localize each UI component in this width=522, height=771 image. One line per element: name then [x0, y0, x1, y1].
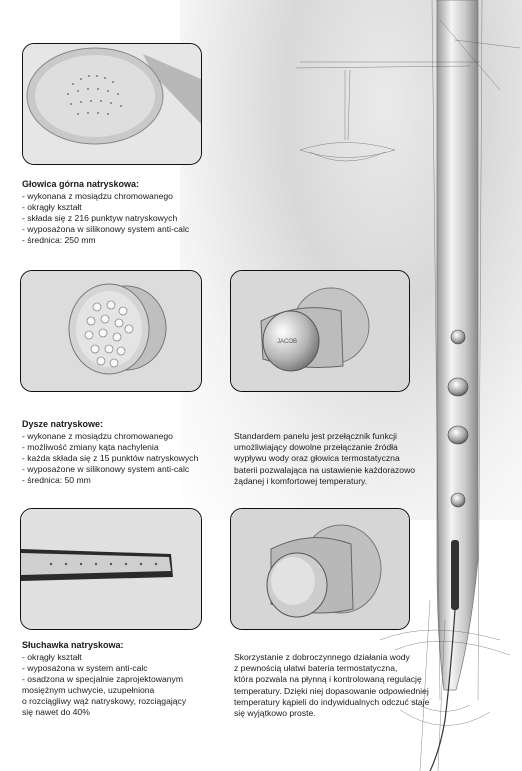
list-item: - wyposażona w system anti-calc: [22, 663, 148, 673]
list-item: się nawet do 40%: [22, 707, 90, 717]
hand-shower-photo: [20, 508, 202, 630]
switch-paragraph: [234, 431, 415, 487]
list-item: - wyposażone w silikonowy system anti-calc: [22, 464, 190, 474]
list-item: - składa się z 216 punktyw natryskowych: [22, 213, 178, 223]
switch-knob-photo: [230, 270, 410, 392]
paragraph-line: Skorzystanie z dobroczynnego działania wody: [234, 652, 410, 662]
list-item: - możliwość zmiany kąta nachylenia: [22, 442, 159, 452]
thermostat-paragraph: [234, 652, 429, 719]
list-item: - okrągły kształt: [22, 652, 82, 662]
list-item: - średnica: 50 mm: [22, 475, 91, 485]
list-item: - każda składa się z 15 punktów natryskowych: [22, 453, 199, 463]
paragraph-line: się wyjątkowo proste.: [234, 708, 316, 719]
paragraph-line: Standardem panelu jest przełącznik funkcji: [234, 431, 397, 441]
shower-head-description: [22, 179, 189, 246]
list-item: - wykonana z mosiądzu chromowanego: [22, 191, 173, 201]
shower-head-photo: [22, 43, 202, 165]
paragraph-line: temperatury. Dzięki niej dopasowanie odpowiedniej: [234, 685, 429, 696]
list-item: - wykonane z mosiądzu chromowanego: [22, 431, 173, 441]
hand-shower-title: Słuchawka natryskowa:: [22, 640, 124, 650]
list-item: o rozciągliwy wąż natryskowy, rozciągający: [22, 696, 187, 706]
list-item: mosiężnym uchwycie, uzupełniona: [22, 685, 155, 695]
thermostat-knob-photo: [230, 508, 410, 630]
paragraph-line: która pozwala na płynną i kontrolowaną regulację: [234, 674, 422, 685]
paragraph-line: z pewnością ułatwi bateria termostatyczna,: [234, 663, 398, 674]
list-item: - wyposażona w silikonowy system anti-calc: [22, 224, 190, 234]
hand-shower-description: [22, 640, 186, 718]
nozzles-description: [22, 419, 198, 486]
paragraph-line: baterii pozwalająca na ustawienie każdorazowo: [234, 464, 416, 475]
list-item: - osadzona w specjalnie zaprojektowanym: [22, 674, 183, 684]
paragraph-line: wypływu wody oraz głowica termostatyczna: [234, 453, 400, 464]
paragraph-line: umożliwiający dowolne przełączanie źródła: [234, 442, 398, 453]
list-item: - okrągły kształt: [22, 202, 82, 212]
nozzles-title: Dysze natryskowe:: [22, 419, 104, 429]
paragraph-line: temperatury kąpieli do indywidualnych odczuć staje: [234, 696, 430, 707]
shower-head-title: Głowica górna natryskowa:: [22, 179, 140, 189]
knob-brand-text: JACOB: [277, 339, 298, 345]
paragraph-line: żądanej i komfortowej temperatury.: [234, 475, 368, 486]
list-item: - średnica: 250 mm: [22, 235, 96, 245]
nozzle-photo: [20, 270, 202, 392]
